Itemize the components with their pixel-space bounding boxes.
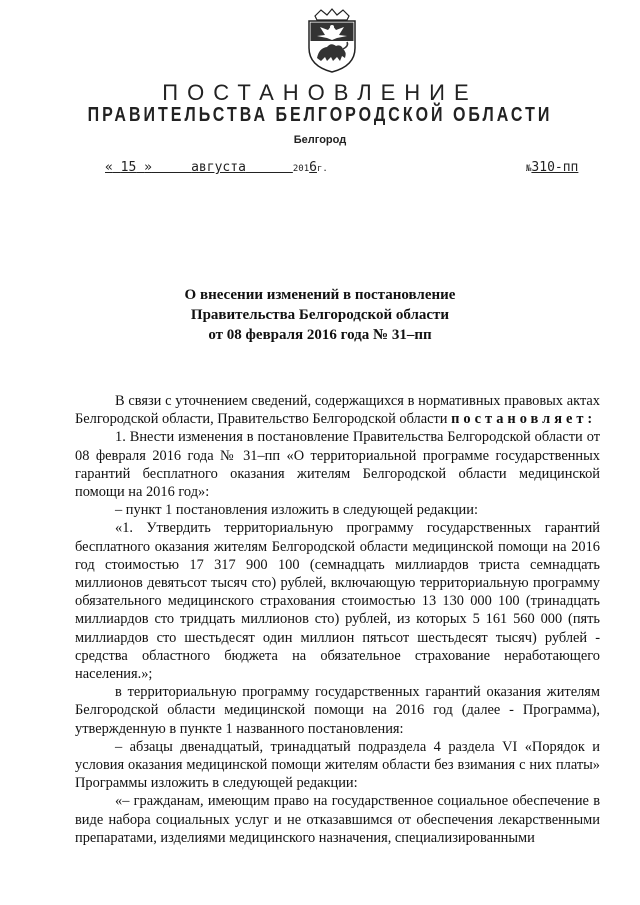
title-line: О внесении изменений в постановление — [184, 287, 456, 303]
date-month: августа — [191, 160, 246, 175]
body-paragraph: – абзацы двенадцатый, тринадцатый подраздела 4 раздела VI «Порядок и условия оказания медицинской помощи жителям области без взимания с них платы» Программы изложить в следующей редакции: — [75, 738, 600, 792]
title-line: от 08 февраля 2016 года № 31–пп — [208, 327, 432, 343]
document-date — [105, 160, 328, 175]
date-year-tail: г. — [316, 164, 328, 174]
body-paragraph: «1. Утвердить территориальную программу государственных гарантий бесплатного оказания жителям Белгородской области медицинской помощи на 2016 год стоимостью 17 317 900 100 (семнадцать миллиардов триста семнадцать миллионов девятьсот тысяч сто) рублей, включающую территориальную программу обязательного медицинского страхования стоимостью 13 130 000 100 (тринадцать миллиардов сто тридцать миллионов сто) рублей, из которых 5 161 560 000 (пять миллиардов сто шестьдесят один миллион пятьсот шестьдесят тысяч) рублей - средства областного бюджета на обязательное страхование неработающего населения.»; — [75, 520, 600, 683]
document-title — [0, 285, 640, 345]
document-body — [75, 392, 600, 847]
body-paragraph: – пункт 1 постановления изложить в следующей редакции: — [115, 502, 478, 519]
number-sign: № — [526, 164, 532, 174]
document-number — [526, 160, 578, 175]
number-value: 310-пп — [531, 160, 579, 175]
belgorod-coat-of-arms-icon — [303, 8, 361, 74]
body-paragraph: в территориальную программу государственных гарантий оказания жителям Белгородской области медицинской помощи на 2016 год (далее - Программа), утвержденную в пункте 1 названного постановления: — [75, 684, 600, 737]
preamble-paragraph: В связи с уточнением сведений, содержащихся в нормативных правовых актах Белгородской области, Правительство Белгородской области постановляет: — [75, 393, 600, 428]
title-line: Правительства Белгородской области — [190, 307, 450, 323]
city-name: Белгород — [293, 134, 347, 146]
issuing-authority-heading: ПРАВИТЕЛЬСТВА БЕЛГОРОДСКОЙ ОБЛАСТИ — [87, 104, 553, 126]
date-year-prefix: 201 — [292, 164, 310, 174]
date-open-quote: « — [105, 160, 113, 175]
date-year-suffix: 6 — [309, 160, 317, 175]
body-paragraph: «– гражданам, имеющим право на государственное социальное обеспечение в виде набора социальных услуг и не отказавшимся от обеспечения лекарственными препаратами, изделиями медицинского назначения, специализированными — [75, 793, 600, 846]
date-day: 15 — [120, 160, 137, 175]
body-paragraph: 1. Внести изменения в постановление Правительства Белгородской области от 08 февраля 2016 года № 31–пп «О территориальной программе государственных гарантий бесплатного оказания жителям Белгородской области медицинской помощи на 2016 год»: — [75, 429, 600, 501]
document-type-heading: ПОСТАНОВЛЕНИЕ — [162, 80, 478, 105]
resolves-word: постановляет: — [451, 411, 597, 428]
date-close-quote: » — [144, 160, 152, 175]
